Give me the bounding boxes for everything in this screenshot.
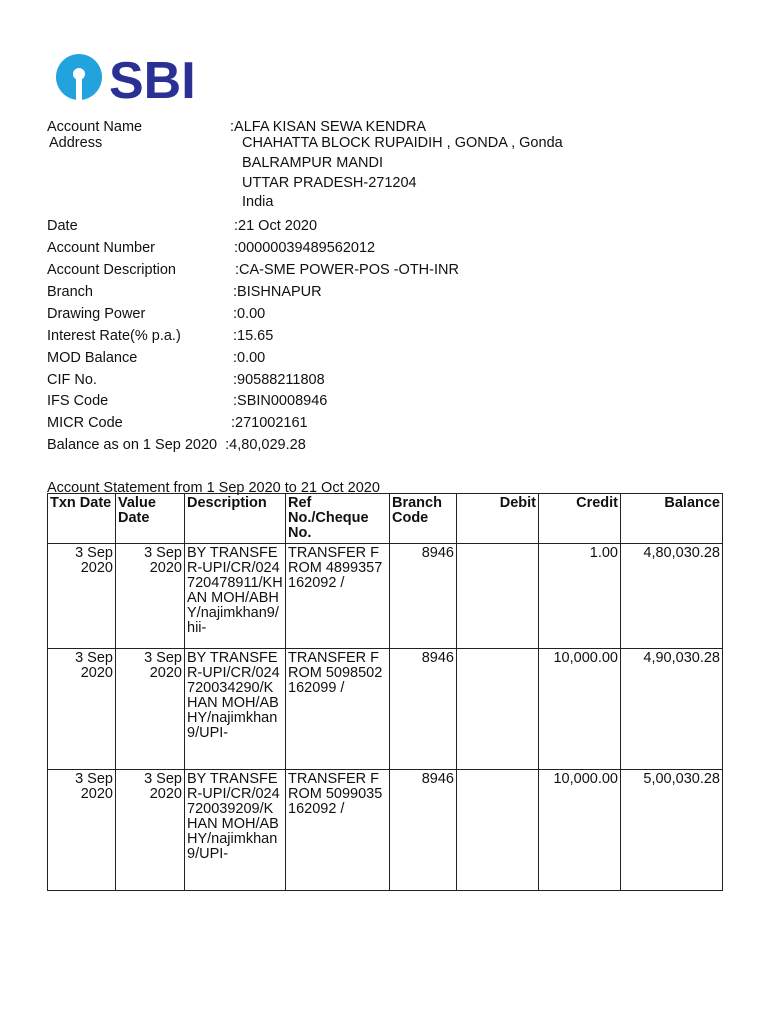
cell-value-date: 3 Sep 2020 [116, 649, 185, 770]
cell-credit: 1.00 [539, 544, 621, 649]
header-debit: Debit [457, 494, 539, 544]
cell-description: BY TRANSFER-UPI/CR/024720034290/KHAN MOH/ABHY/najimkhan9/UPI- [185, 649, 286, 770]
cell-value-date: 3 Sep 2020 [116, 770, 185, 891]
cell-branch-code: 8946 [390, 649, 457, 770]
field-value-date: :21 Oct 2020 [234, 218, 318, 234]
cell-credit: 10,000.00 [539, 649, 621, 770]
field-value-account-description: :CA-SME POWER-POS -OTH-INR [235, 262, 459, 278]
sbi-logo [55, 52, 200, 102]
balance-label: Balance as on 1 Sep 2020 [47, 437, 218, 453]
field-label-branch: Branch [47, 284, 93, 300]
field-value-account-number: :00000039489562012 [234, 240, 376, 256]
cell-debit [457, 544, 539, 649]
cell-txn-date: 3 Sep 2020 [48, 649, 116, 770]
cell-txn-date: 3 Sep 2020 [48, 544, 116, 649]
field-value-cif-no: :90588211808 [233, 372, 325, 388]
address-line-3: UTTAR PRADESH-271204 [242, 175, 417, 191]
field-label-ifs-code: IFS Code [47, 393, 109, 409]
table-header-row [48, 494, 723, 544]
field-label-micr-code: MICR Code [47, 415, 123, 431]
field-value-ifs-code: :SBIN0008946 [233, 393, 328, 409]
field-label-date: Date [47, 218, 78, 234]
address-line-2: BALRAMPUR MANDI [242, 155, 383, 171]
cell-ref: TRANSFER FROM 4899357162092 / [286, 544, 390, 649]
table-row [48, 544, 723, 649]
field-label-mod-balance: MOD Balance [47, 350, 138, 366]
balance-value: :4,80,029.28 [225, 437, 306, 453]
field-value-mod-balance: :0.00 [233, 350, 266, 366]
cell-txn-date: 3 Sep 2020 [48, 770, 116, 891]
table-row [48, 649, 723, 770]
cell-debit [457, 649, 539, 770]
cell-branch-code: 8946 [390, 770, 457, 891]
cell-branch-code: 8946 [390, 544, 457, 649]
cell-balance: 5,00,030.28 [621, 770, 723, 891]
field-value-drawing-power: :0.00 [233, 306, 266, 322]
statement-title: Account Statement from 1 Sep 2020 to 21 Oct 2020 [47, 480, 380, 496]
field-value-interest-rate: :15.65 [233, 328, 274, 344]
field-value-branch: :BISHNAPUR [233, 284, 322, 300]
header-txn-date: Txn Date [48, 494, 116, 544]
cell-ref: TRANSFER FROM 5098502162099 / [286, 649, 390, 770]
address-line-1: CHAHATTA BLOCK RUPAIDIH , GONDA , Gonda [242, 135, 563, 151]
brand-name: SBI [109, 52, 196, 102]
balance-row [47, 436, 306, 454]
field-label-account-description: Account Description [47, 262, 176, 278]
account-name-label: Account Name [47, 119, 143, 135]
cell-description: BY TRANSFER-UPI/CR/024720478911/KHAN MOH/ABHY/najimkhan9/hii- [185, 544, 286, 649]
field-label-interest-rate: Interest Rate(% p.a.) [47, 328, 181, 344]
address-label: Address [49, 135, 103, 151]
cell-credit: 10,000.00 [539, 770, 621, 891]
header-branch-code: Branch Code [390, 494, 457, 544]
statement-table [47, 493, 723, 891]
cell-value-date: 3 Sep 2020 [116, 544, 185, 649]
header-ref: Ref No./Cheque No. [286, 494, 390, 544]
address-line-4: India [242, 194, 274, 210]
account-name-value: :ALFA KISAN SEWA KENDRA [230, 119, 427, 135]
header-credit: Credit [539, 494, 621, 544]
field-value-micr-code: :271002161 [231, 415, 308, 431]
field-label-account-number: Account Number [47, 240, 155, 256]
field-label-drawing-power: Drawing Power [47, 306, 146, 322]
cell-description: BY TRANSFER-UPI/CR/024720039209/KHAN MOH/ABHY/najimkhan9/UPI- [185, 770, 286, 891]
cell-balance: 4,80,030.28 [621, 544, 723, 649]
field-label-cif-no: CIF No. [47, 372, 97, 388]
cell-balance: 4,90,030.28 [621, 649, 723, 770]
cell-debit [457, 770, 539, 891]
cell-ref: TRANSFER FROM 5099035162092 / [286, 770, 390, 891]
header-balance: Balance [621, 494, 723, 544]
header-description: Description [185, 494, 286, 544]
table-row [48, 770, 723, 891]
header-value-date: Value Date [116, 494, 185, 544]
